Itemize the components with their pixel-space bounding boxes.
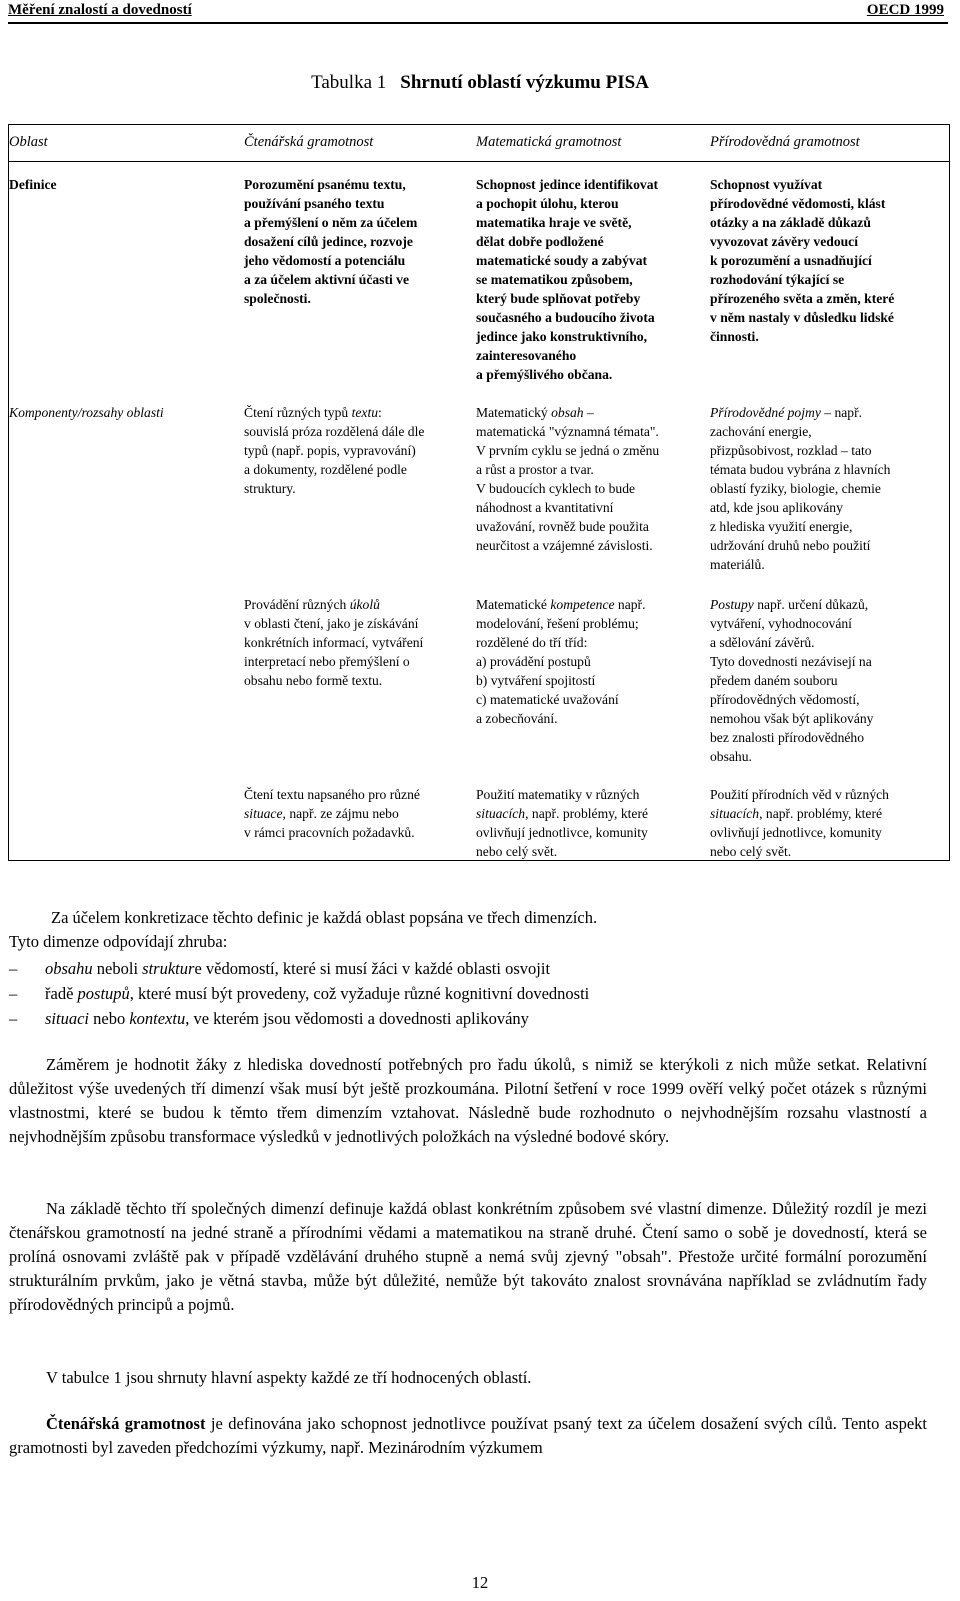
text-line: přizpůsobivost, rozklad – tato <box>710 443 872 458</box>
page-number: 12 <box>471 1573 489 1592</box>
definition-reading <box>244 175 466 308</box>
text-line: v rámci pracovních požadavků. <box>244 825 415 840</box>
text-span: Matematické <box>476 597 551 612</box>
situation-science <box>710 785 940 861</box>
text-line: atd, kde jsou aplikovány <box>710 500 843 515</box>
table-title <box>0 72 960 94</box>
text-line: rozhodování týkající se <box>710 272 845 287</box>
text-span: e vědomostí, které si musí žáci v každé oblasti osvojit <box>194 959 551 978</box>
table-name: Shrnutí oblastí výzkumu PISA <box>400 72 649 93</box>
text-line: se matematikou způsobem, <box>476 272 633 287</box>
page-header <box>8 2 948 24</box>
header-org: OECD 1999 <box>866 2 944 18</box>
text-line: neurčitost a vzájemné závislosti. <box>476 538 653 553</box>
dash-bullet-icon: – <box>9 959 18 978</box>
dash-bullet-icon: – <box>9 1009 18 1028</box>
text-span-italic: obsahu <box>45 959 93 978</box>
text-span-italic: situace <box>244 806 283 821</box>
text-line: který bude splňovat potřeby <box>476 291 641 306</box>
situation-reading <box>244 785 466 842</box>
text-line: souvislá próza rozdělená dále dle <box>244 424 425 439</box>
text-line: modelování, řešení problému; <box>476 616 639 631</box>
text-span-italic: kontextu <box>129 1009 186 1028</box>
definition-science <box>710 175 940 346</box>
text-line: Schopnost jedince identifikovat <box>476 177 659 192</box>
text-line: materiálů. <box>710 557 765 572</box>
text-line: Schopnost využívat <box>710 177 823 192</box>
text-line: interpretací nebo přemýšlení o <box>244 654 410 669</box>
text-span: , které musí být provedeny, což vyžaduje různé kognitivní dovednosti <box>129 984 590 1003</box>
column-header-reading: Čtenářská gramotnost <box>244 134 374 150</box>
text-line: vyvozovat závěry vedoucí <box>710 234 858 249</box>
dimension-list <box>9 956 589 1031</box>
text-line: současného a budoucího života <box>476 310 655 325</box>
text-line <box>476 595 701 614</box>
text-line: matematická "významná témata". <box>476 424 659 439</box>
column-header-science: Přírodovědná gramotnost <box>710 134 860 150</box>
text-span: je definována jako schopnost jednotlivce používat psaný text za účelem dosažení svých cílů. Tento aspekt gramotnosti byl zaveden předchozími výzkumy, např. Mezinárodním výzkumem <box>9 1414 927 1457</box>
text-line: z hlediska využití energie, <box>710 519 853 534</box>
text-line: a dokumenty, rozdělené podle <box>244 462 407 477</box>
table-number: Tabulka 1 <box>311 72 387 93</box>
text-line: Použití přírodních věd v různých <box>710 787 889 802</box>
text-line: otázky a na základě důkazů <box>710 215 871 230</box>
text-line: činnosti. <box>710 329 759 344</box>
text-line: a pochopit úlohu, kterou <box>476 196 619 211</box>
text-line: nebo celý svět. <box>476 844 558 859</box>
text-span-italic: kompetence <box>550 597 615 612</box>
content-reading <box>244 403 466 498</box>
text-span: např. <box>614 597 646 612</box>
text-line: V budoucích cyklech to bude <box>476 481 636 496</box>
text-line: struktury. <box>244 481 296 496</box>
text-line: dosažení cílů jedince, rozvoje <box>244 234 413 249</box>
header-title: Měření znalostí a dovedností <box>8 2 192 18</box>
text-line: vytváření, vyhodnocování <box>710 616 852 631</box>
text-span: – <box>583 405 594 420</box>
paragraph-1: Záměrem je hodnotit žáky z hlediska dovedností potřebných pro řadu úkolů, s nimiž se kterýkoli z nich může setkat. Relativní důležitost výše uvedených tří dimenzí však musí být ještě prozkoumána. Pilotní šetření v roce 1999 ověří velký počet otázek s různými vlastnostmi, které se budou k těmto třem dimenzím vztahovat. Následně bude rozhodnuto o nejvhodnějším rozsahu vlastností a nejvhodnějším způsobu transformace výsledků v jednotlivých položkách na výsledné bodové skóry. <box>9 1055 927 1146</box>
text-line: témata budou vybrána z hlavních <box>710 462 891 477</box>
text-line <box>710 804 940 823</box>
text-line: a zobecňování. <box>476 711 558 726</box>
text-line <box>710 595 940 614</box>
text-line: k porozumění a usnadňující <box>710 253 872 268</box>
content-math <box>476 403 701 555</box>
text-line <box>476 403 701 422</box>
text-span-italic: úkolů <box>349 597 380 612</box>
text-line: náhodnost a kvantitativní <box>476 500 614 515</box>
text-line: a přemýšlení o něm za účelem <box>244 215 418 230</box>
row-label-definice: Definice <box>9 177 57 192</box>
text-line: bez znalosti přírodovědného <box>710 730 865 745</box>
text-line: a růst a prostor a tvar. <box>476 462 594 477</box>
text-line: uvažování, rovněž bude použita <box>476 519 649 534</box>
row-label-komponenty: Komponenty/rozsahy oblasti <box>9 405 164 420</box>
text-line: přírodovědných vědomostí, <box>710 692 860 707</box>
text-span-italic: situaci <box>45 1009 89 1028</box>
list-item <box>9 956 589 981</box>
text-span: , např. problémy, které <box>759 806 883 821</box>
text-span: Matematický <box>476 405 552 420</box>
text-line: udržování druhů nebo použití <box>710 538 871 553</box>
definition-math <box>476 175 701 384</box>
text-span-italic: situacích <box>710 806 760 821</box>
text-span: – např. <box>820 405 863 420</box>
text-span: , např. problémy, které <box>525 806 649 821</box>
text-line: obsahu nebo formě textu. <box>244 673 383 688</box>
column-header-math: Matematická gramotnost <box>476 134 622 150</box>
process-reading <box>244 595 466 690</box>
text-line: a přemýšlivého občana. <box>476 367 613 382</box>
text-span: neboli <box>92 959 143 978</box>
text-line: konkrétních informací, vytváření <box>244 635 424 650</box>
text-line: c) matematické uvažování <box>476 692 619 707</box>
text-span-italic: obsah <box>551 405 584 420</box>
text-span-italic: Přírodovědné pojmy <box>710 405 821 420</box>
list-item <box>9 981 589 1006</box>
text-line <box>710 403 940 422</box>
text-line: Použití matematiky v různých <box>476 787 640 802</box>
text-span-italic: Postupy <box>710 597 754 612</box>
text-line: a sdělování závěrů. <box>710 635 815 650</box>
text-line: jeho vědomostí a potenciálu <box>244 253 406 268</box>
text-line: dělat dobře podložené <box>476 234 604 249</box>
process-science <box>710 595 940 766</box>
text-line: používání psaného textu <box>244 196 385 211</box>
text-line: v něm nastaly v důsledku lidské <box>710 310 894 325</box>
text-span: , ve kterém jsou vědomosti a dovednosti aplikovány <box>185 1009 529 1028</box>
text-line: nemohou však být aplikovány <box>710 711 874 726</box>
process-math <box>476 595 701 728</box>
column-header-oblast: Oblast <box>9 134 48 150</box>
paragraph-2: Na základě těchto tří společných dimenzí definuje každá oblast konkrétním způsobem své vlastní dimenze. Důležitý rozdíl je mezi čtenářskou gramotností na jedné straně a přírodními vědami a matematikou na straně druhé. Čtení samo o sobě je dovedností, která se prolíná osnovami zvláště pak v případě vzdělávání druhého stupně a nemá svůj zjevný "obsah". Přestože určité formální porozumění strukturálním prvkům, jako je větná stavba, může být důležité, nemůže být takováto znalost srovnávána například se zvládnutím řady přírodovědných principů a pojmů. <box>9 1199 927 1314</box>
text-line <box>244 403 466 422</box>
content-science <box>710 403 940 574</box>
text-line: Tyto dovednosti nezávisejí na <box>710 654 872 669</box>
dash-bullet-icon: – <box>9 984 18 1003</box>
text-line: oblastí fyziky, biologie, chemie <box>710 481 881 496</box>
pisa-summary-table <box>8 124 950 861</box>
text-span: : <box>378 405 382 420</box>
text-line: matematika hraje ve světě, <box>476 215 632 230</box>
text-span: např. určení důkazů, <box>753 597 869 612</box>
text-span-italic: situacích <box>476 806 526 821</box>
text-line: zachování energie, <box>710 424 812 439</box>
text-line: Porozumění psanému textu, <box>244 177 406 192</box>
text-line <box>244 804 466 823</box>
text-line: společnosti. <box>244 291 311 306</box>
text-line: přírodovědné vědomosti, klást <box>710 196 886 211</box>
text-line: Tyto dimenze odpovídají zhruba: <box>9 932 228 951</box>
text-span: Čtení různých typů <box>244 405 352 420</box>
text-line: předem daném souboru <box>710 673 838 688</box>
text-line: přírozeného světa a změn, které <box>710 291 895 306</box>
list-item <box>9 1006 589 1031</box>
paragraph-3: V tabulce 1 jsou shrnuty hlavní aspekty každé ze tří hodnocených oblastí. <box>46 1368 532 1387</box>
text-line: jedince jako konstruktivního, <box>476 329 648 344</box>
text-line: zainteresovaného <box>476 348 577 363</box>
text-line: Čtení textu napsaného pro různé <box>244 787 420 802</box>
text-line: nebo celý svět. <box>710 844 792 859</box>
text-line <box>476 804 701 823</box>
text-span-italic: textu <box>351 405 379 420</box>
text-span: , např. ze zájmu nebo <box>282 806 399 821</box>
text-line: ovlivňují jednotlivce, komunity <box>476 825 648 840</box>
text-line: Za účelem konkretizace těchto definic je každá oblast popsána ve třech dimenzích. <box>51 908 598 927</box>
text-span-italic: postupů <box>77 984 130 1003</box>
situation-math <box>476 785 701 861</box>
text-line: V prvním cyklu se jedná o změnu <box>476 443 660 458</box>
text-span-italic: struktur <box>142 959 195 978</box>
header-divider <box>9 161 949 162</box>
text-line: rozdělené do tří tříd: <box>476 635 588 650</box>
text-line <box>244 595 466 614</box>
text-span: nebo <box>89 1009 130 1028</box>
text-line: ovlivňují jednotlivce, komunity <box>710 825 882 840</box>
text-line: b) vytváření spojitostí <box>476 673 596 688</box>
term-bold: Čtenářská gramotnost <box>46 1414 206 1433</box>
text-line: v oblasti čtení, jako je získávání <box>244 616 419 631</box>
text-line: a za účelem aktivní účasti ve <box>244 272 409 287</box>
text-span: řadě <box>45 984 78 1003</box>
text-line: a) provádění postupů <box>476 654 591 669</box>
text-line: obsahu. <box>710 749 752 764</box>
text-line: matematické soudy a zabývat <box>476 253 648 268</box>
paragraph-4 <box>9 1412 927 1460</box>
text-span: Provádění různých <box>244 597 350 612</box>
text-line: typů (např. popis, vypravování) <box>244 443 416 458</box>
intro-paragraph <box>9 906 927 954</box>
